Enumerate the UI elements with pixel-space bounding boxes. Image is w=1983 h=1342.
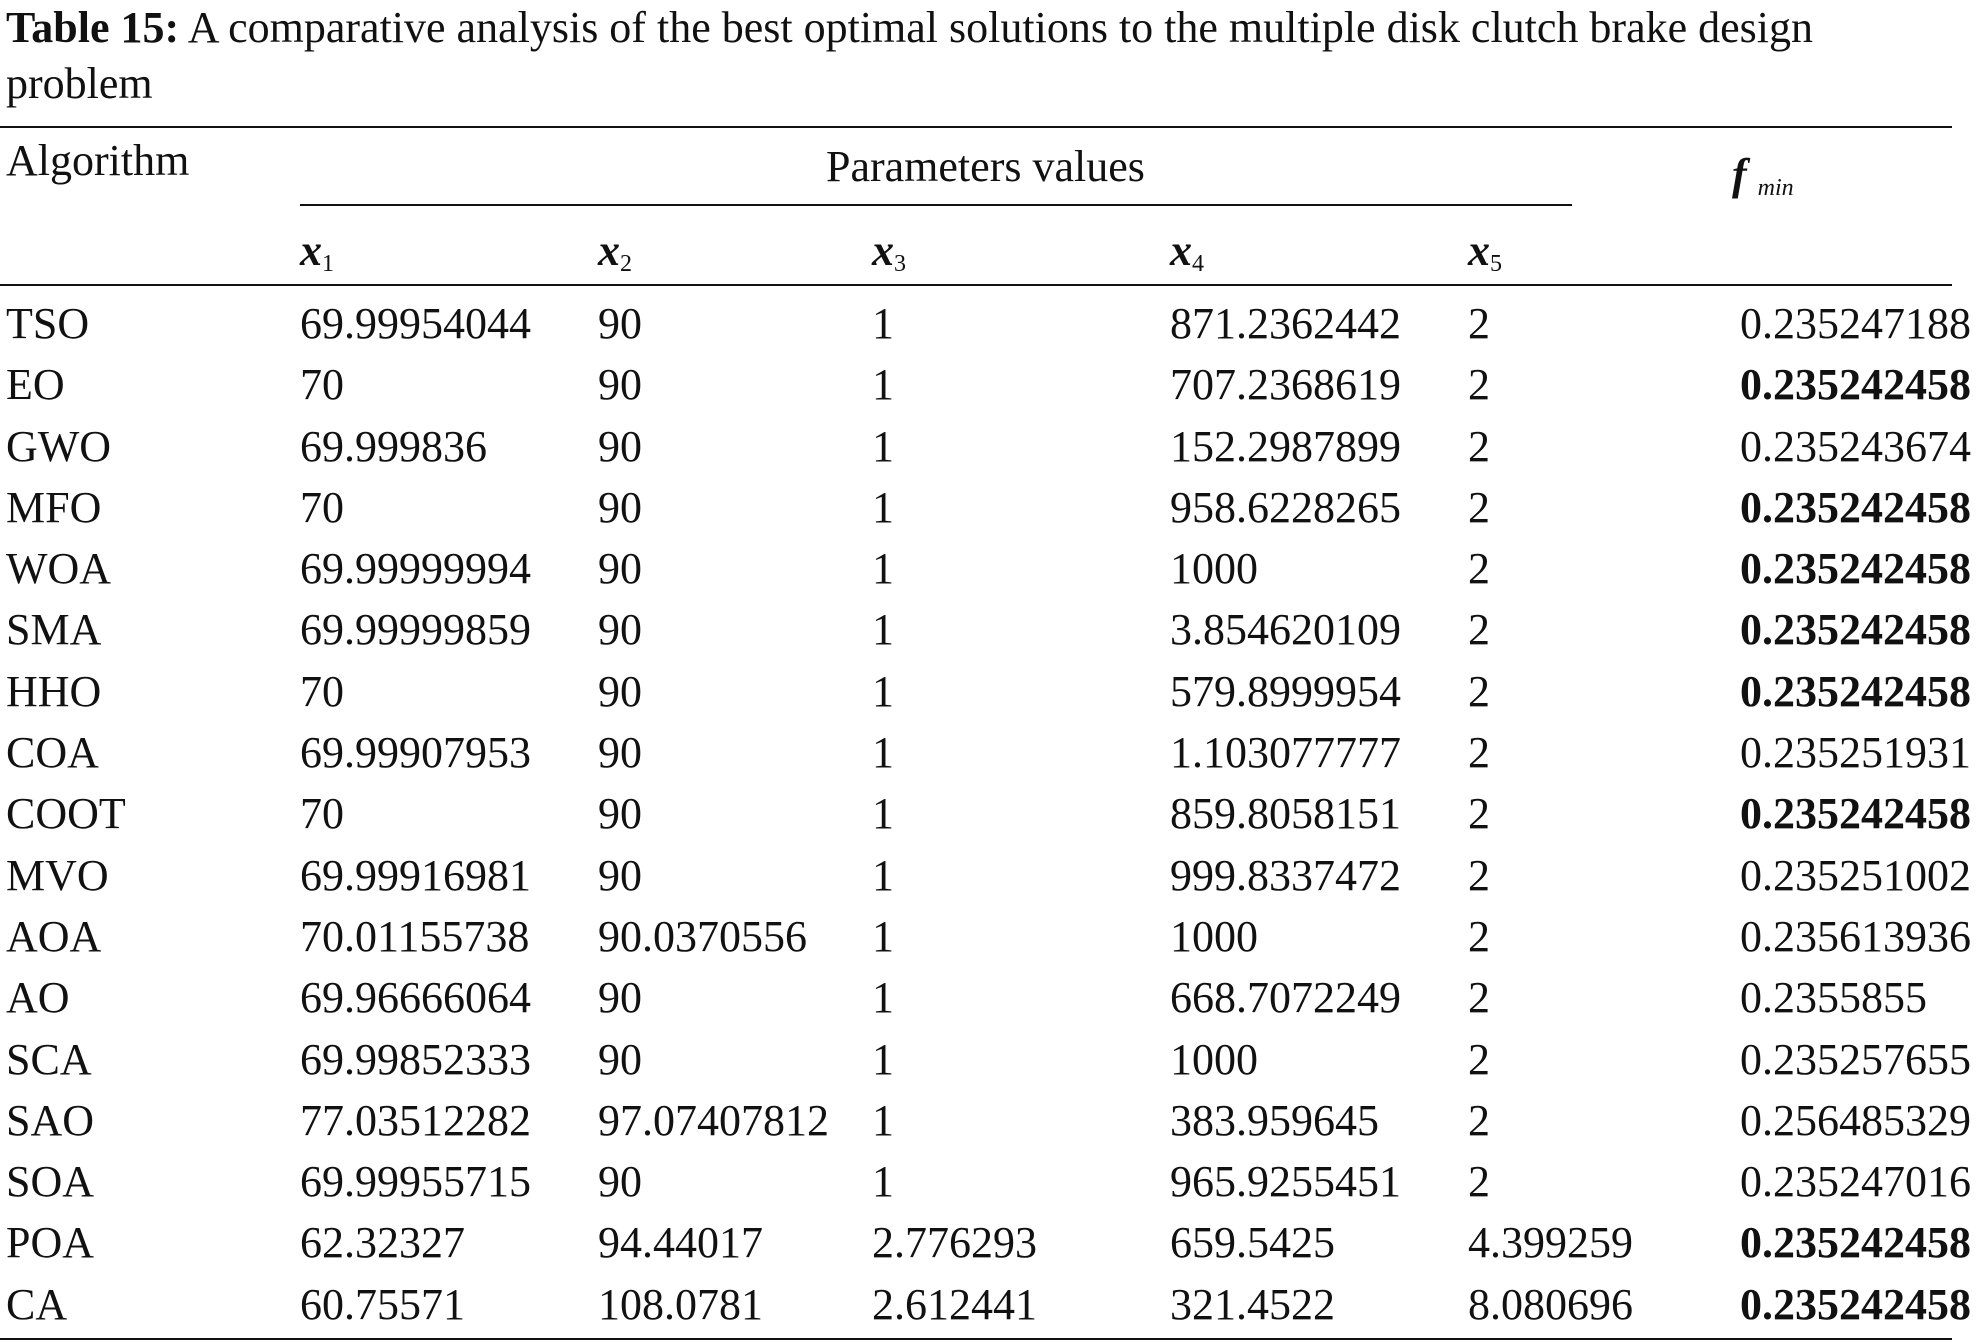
cell-fmin: 0.235242458 [1740, 605, 1971, 655]
cell-x1: 70.01155738 [300, 911, 530, 961]
cell-x4: 859.8058151 [1170, 789, 1401, 839]
table-row [0, 909, 1983, 970]
table-row [0, 419, 1983, 480]
cell-algorithm: POA [6, 1218, 95, 1268]
cell-x2: 90 [598, 973, 642, 1023]
cell-x1: 60.75571 [300, 1279, 465, 1329]
cell-fmin: 0.235251002 [1740, 850, 1971, 900]
cell-x3: 1 [872, 666, 894, 716]
cell-x4: 999.8337472 [1170, 850, 1401, 900]
cell-fmin: 0.235613936 [1740, 911, 1971, 961]
table-row [0, 1032, 1983, 1093]
table-row [0, 664, 1983, 725]
cell-fmin: 0.235242458 [1740, 1279, 1971, 1329]
cell-x2: 90 [598, 421, 642, 471]
cell-x2: 108.0781 [598, 1279, 763, 1329]
cell-fmin: 0.235242458 [1740, 666, 1971, 716]
cell-fmin: 0.235242458 [1740, 544, 1971, 594]
cell-x4: 958.6228265 [1170, 482, 1401, 532]
header-fmin-base: f [1732, 150, 1747, 199]
cell-x2: 90 [598, 666, 642, 716]
cell-fmin: 0.235257655 [1740, 1034, 1971, 1084]
cell-x5: 2 [1468, 973, 1490, 1023]
cell-algorithm: HHO [6, 666, 102, 716]
cell-x4: 1000 [1170, 544, 1258, 594]
cell-x2: 90 [598, 1034, 642, 1084]
cell-x5: 2 [1468, 544, 1490, 594]
cell-x5: 2 [1468, 789, 1490, 839]
table-row [0, 480, 1983, 541]
cell-x5: 2 [1468, 482, 1490, 532]
cell-x5: 2 [1468, 666, 1490, 716]
bottom-rule [0, 1338, 1952, 1340]
cell-x4: 1.103077777 [1170, 728, 1401, 778]
cell-x5: 8.080696 [1468, 1279, 1633, 1329]
top-rule [0, 126, 1952, 128]
header-rule [0, 284, 1952, 286]
cell-algorithm: WOA [6, 544, 112, 594]
header-fmin-sub: min [1757, 175, 1794, 201]
group-underline [300, 204, 1572, 206]
cell-x4: 321.4522 [1170, 1279, 1335, 1329]
cell-x4: 659.5425 [1170, 1218, 1335, 1268]
cell-x3: 1 [872, 605, 894, 655]
cell-x2: 90 [598, 728, 642, 778]
cell-x4: 1000 [1170, 1034, 1258, 1084]
table-row [0, 1154, 1983, 1215]
cell-x4: 871.2362442 [1170, 299, 1401, 348]
cell-x1: 69.999836 [300, 421, 487, 471]
cell-x1: 70 [300, 666, 344, 716]
cell-x1: 69.99907953 [300, 728, 531, 778]
cell-algorithm: AOA [6, 911, 102, 961]
cell-x2: 97.07407812 [598, 1095, 829, 1145]
cell-x2: 90 [598, 605, 642, 655]
cell-x3: 1 [872, 789, 894, 839]
header-parameters-group: Parameters values [826, 142, 1145, 191]
cell-algorithm: COOT [6, 789, 126, 839]
cell-x4: 383.959645 [1170, 1095, 1379, 1145]
table-row [0, 1277, 1983, 1338]
cell-x3: 1 [872, 544, 894, 594]
table-row [0, 725, 1983, 786]
cell-x1: 77.03512282 [300, 1095, 531, 1145]
cell-x1: 69.99916981 [300, 850, 531, 900]
header-x5: $x_5$ [1468, 226, 1502, 277]
header-algorithm: Algorithm [6, 136, 190, 185]
cell-x1: 69.99852333 [300, 1034, 531, 1084]
cell-x3: 1 [872, 482, 894, 532]
cell-x2: 90 [598, 850, 642, 900]
cell-algorithm: GWO [6, 421, 112, 471]
cell-x3: 2.612441 [872, 1279, 1037, 1329]
cell-algorithm: MFO [6, 482, 102, 532]
header-x4: $x_4$ [1170, 226, 1204, 277]
table-row [0, 848, 1983, 909]
cell-x3: 1 [872, 850, 894, 900]
cell-x4: 3.854620109 [1170, 605, 1401, 655]
cell-x4: 1000 [1170, 911, 1258, 961]
table-row [0, 1093, 1983, 1154]
cell-fmin: 0.235242458 [1740, 1218, 1971, 1268]
cell-x1: 69.99999859 [300, 605, 531, 655]
table-row [0, 357, 1983, 418]
cell-x5: 2 [1468, 911, 1490, 961]
cell-algorithm: SMA [6, 605, 102, 655]
cell-x3: 1 [872, 360, 894, 410]
table-row [0, 602, 1983, 663]
cell-x4: 965.9255451 [1170, 1157, 1401, 1207]
table-row [0, 296, 1983, 357]
cell-fmin: 0.2355855 [1740, 973, 1927, 1023]
cell-x5: 2 [1468, 728, 1490, 778]
header-x2: $x_2$ [598, 226, 632, 277]
table-row [0, 541, 1983, 602]
cell-algorithm: CA [6, 1279, 68, 1329]
cell-algorithm: EO [6, 360, 65, 410]
cell-x4: 668.7072249 [1170, 973, 1401, 1023]
cell-x3: 1 [872, 728, 894, 778]
cell-x2: 90 [598, 299, 642, 348]
cell-algorithm: AO [6, 973, 70, 1023]
cell-x3: 1 [872, 1034, 894, 1084]
cell-x5: 2 [1468, 299, 1490, 348]
header-x3: $x_3$ [872, 226, 906, 277]
cell-fmin: 0.235242458 [1740, 789, 1971, 839]
cell-algorithm: MVO [6, 850, 109, 900]
caption-label: Table 15: [6, 3, 180, 52]
cell-fmin: 0.256485329 [1740, 1095, 1971, 1145]
table-caption [6, 0, 1966, 112]
cell-algorithm: SAO [6, 1095, 95, 1145]
cell-x5: 2 [1468, 605, 1490, 655]
cell-x5: 2 [1468, 421, 1490, 471]
cell-x2: 90 [598, 544, 642, 594]
cell-x1: 62.32327 [300, 1218, 465, 1268]
cell-x5: 2 [1468, 1095, 1490, 1145]
cell-x3: 1 [872, 1095, 894, 1145]
cell-x5: 2 [1468, 1157, 1490, 1207]
cell-x1: 70 [300, 789, 344, 839]
table-row [0, 970, 1983, 1031]
table-row [0, 1215, 1983, 1276]
cell-x5: 2 [1468, 360, 1490, 410]
cell-x1: 70 [300, 482, 344, 532]
cell-x3: 1 [872, 1157, 894, 1207]
cell-x4: 707.2368619 [1170, 360, 1401, 410]
cell-x4: 152.2987899 [1170, 421, 1401, 471]
cell-x1: 69.99955715 [300, 1157, 531, 1207]
cell-x3: 1 [872, 421, 894, 471]
cell-x3: 2.776293 [872, 1218, 1037, 1268]
cell-x5: 2 [1468, 850, 1490, 900]
cell-x1: 69.96666064 [300, 973, 531, 1023]
cell-x3: 1 [872, 299, 894, 348]
header-fmin [1732, 150, 1794, 213]
cell-x4: 579.8999954 [1170, 666, 1401, 716]
cell-x2: 90 [598, 1157, 642, 1207]
cell-fmin: 0.235242458 [1740, 360, 1971, 410]
cell-algorithm: SOA [6, 1157, 95, 1207]
cell-x2: 94.44017 [598, 1218, 763, 1268]
cell-x2: 90 [598, 360, 642, 410]
cell-fmin: 0.235247188 [1740, 299, 1971, 348]
cell-fmin: 0.235247016 [1740, 1157, 1971, 1207]
caption-text: A comparative analysis of the best optimal solutions to the multiple disk clutch brake design problem [6, 3, 1814, 108]
cell-x1: 70 [300, 360, 344, 410]
cell-x5: 2 [1468, 1034, 1490, 1084]
cell-algorithm: SCA [6, 1034, 92, 1084]
cell-x2: 90 [598, 482, 642, 532]
table-body [0, 296, 1983, 1338]
table-row [0, 786, 1983, 847]
cell-x3: 1 [872, 911, 894, 961]
cell-x3: 1 [872, 973, 894, 1023]
cell-x1: 69.99999994 [300, 544, 531, 594]
cell-fmin: 0.235243674 [1740, 421, 1971, 471]
cell-x2: 90 [598, 789, 642, 839]
cell-algorithm: COA [6, 728, 99, 778]
header-x1: $x_1$ [300, 226, 334, 277]
cell-fmin: 0.235251931 [1740, 728, 1971, 778]
cell-fmin: 0.235242458 [1740, 482, 1971, 532]
cell-algorithm: TSO [6, 299, 90, 348]
cell-x5: 4.399259 [1468, 1218, 1633, 1268]
cell-x1: 69.99954044 [300, 299, 531, 348]
cell-x2: 90.0370556 [598, 911, 807, 961]
